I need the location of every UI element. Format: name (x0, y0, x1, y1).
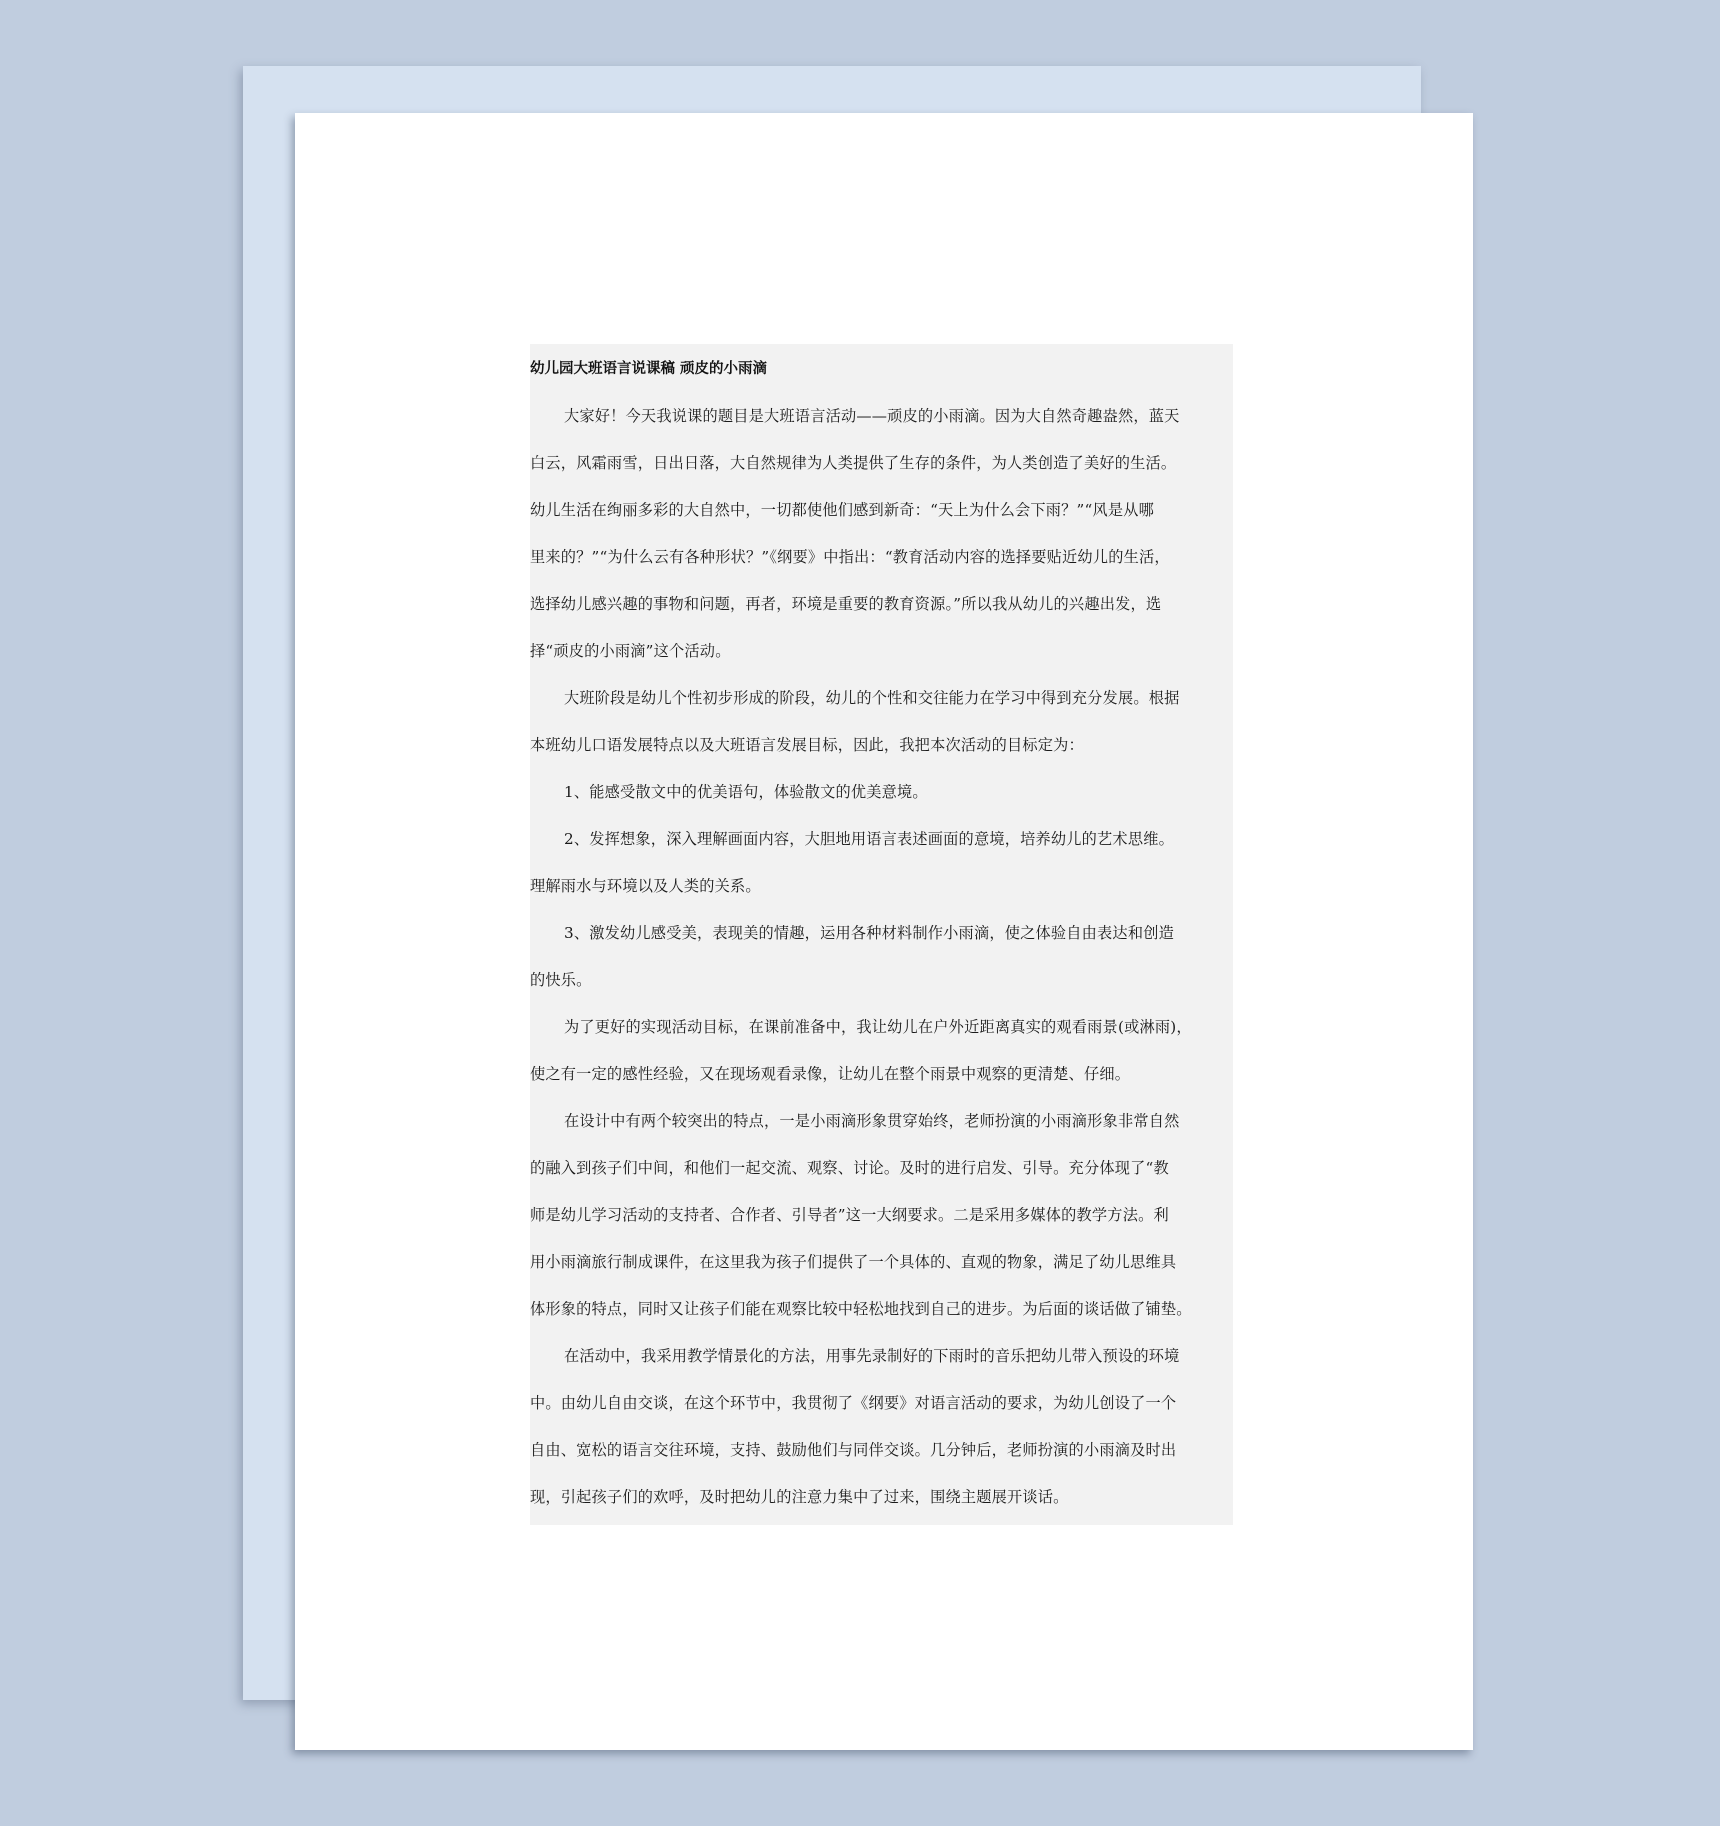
paragraph-line: 使之有一定的感性经验，又在现场观看录像，让幼儿在整个雨景中观察的更清楚、仔细。 (530, 1065, 1131, 1083)
paragraph-line: 大班阶段是幼儿个性初步形成的阶段，幼儿的个性和交往能力在学习中得到充分发展。根据 (564, 689, 1180, 707)
paragraph-line: 理解雨水与环境以及人类的关系。 (530, 877, 761, 895)
paragraph-line: 体形象的特点，同时又让孩子们能在观察比较中轻松地找到自己的进步。为后面的谈话做了铺垫。 (530, 1294, 1198, 1324)
paragraph-line: 大家好！今天我说课的题目是大班语言活动——顽皮的小雨滴。因为大自然奇趣盎然，蓝天 (564, 407, 1180, 425)
paragraph-line: 本班幼儿口语发展特点以及大班语言发展目标，因此，我把本次活动的目标定为： (530, 736, 1084, 754)
paragraph-line: 白云，风霜雨雪，日出日落，大自然规律为人类提供了生存的条件，为人类创造了美好的生活。 (530, 448, 1182, 478)
paragraph-line: 为了更好的实现活动目标，在课前准备中，我让幼儿在户外近距离真实的观看雨景(或淋雨)， (530, 1012, 1198, 1042)
document-page (295, 113, 1473, 1750)
paragraph-line: 中。由幼儿自由交谈，在这个环节中，我贯彻了《纲要》对语言活动的要求，为幼儿创设了一个 (530, 1394, 1177, 1412)
document-text-block (530, 344, 1233, 1525)
paragraph-line: 的融入到孩子们中间，和他们一起交流、观察、讨论。及时的进行启发、引导。充分体现了“教 (530, 1159, 1169, 1177)
paragraph-line: 现，引起孩子们的欢呼，及时把幼儿的注意力集中了过来，围绕主题展开谈话。 (530, 1488, 1069, 1506)
paragraph-line: 里来的？”“为什么云有各种形状？”《纲要》中指出：“教育活动内容的选择要贴近幼儿的生活， (530, 542, 1176, 572)
goal-item-2: 2、发挥想象，深入理解画面内容，大胆地用语言表述画面的意境，培养幼儿的艺术思维。 (564, 830, 1174, 848)
paragraph-line: 自由、宽松的语言交往环境，支持、鼓励他们与同伴交谈。几分钟后，老师扮演的小雨滴及时出 (530, 1441, 1177, 1459)
paragraph-line: 在活动中，我采用教学情景化的方法，用事先录制好的下雨时的音乐把幼儿带入预设的环境 (564, 1347, 1180, 1365)
paragraph-line: 在设计中有两个较突出的特点，一是小雨滴形象贯穿始终，老师扮演的小雨滴形象非常自然 (564, 1112, 1180, 1130)
goal-item-3: 3、激发幼儿感受美，表现美的情趣，运用各种材料制作小雨滴，使之体验自由表达和创造 (564, 924, 1174, 942)
goal-item-1: 1、能感受散文中的优美语句，体验散文的优美意境。 (564, 783, 928, 801)
paragraph-line: 幼儿生活在绚丽多彩的大自然中，一切都使他们感到新奇：“天上为什么会下雨？”“风是从哪 (530, 501, 1155, 519)
paragraph-line: 的快乐。 (530, 971, 592, 989)
paragraph-line: 师是幼儿学习活动的支持者、合作者、引导者”这一大纲要求。二是采用多媒体的教学方法。利 (530, 1206, 1169, 1224)
paragraph-line: 择“顽皮的小雨滴”这个活动。 (530, 642, 731, 660)
paragraph-line: 用小雨滴旅行制成课件，在这里我为孩子们提供了一个具体的、直观的物象，满足了幼儿思维具 (530, 1253, 1177, 1271)
paragraph-line: 选择幼儿感兴趣的事物和问题，再者，环境是重要的教育资源。”所以我从幼儿的兴趣出发，选 (530, 595, 1162, 613)
document-title: 幼儿园大班语言说课稿 顽皮的小雨滴 (530, 361, 768, 377)
